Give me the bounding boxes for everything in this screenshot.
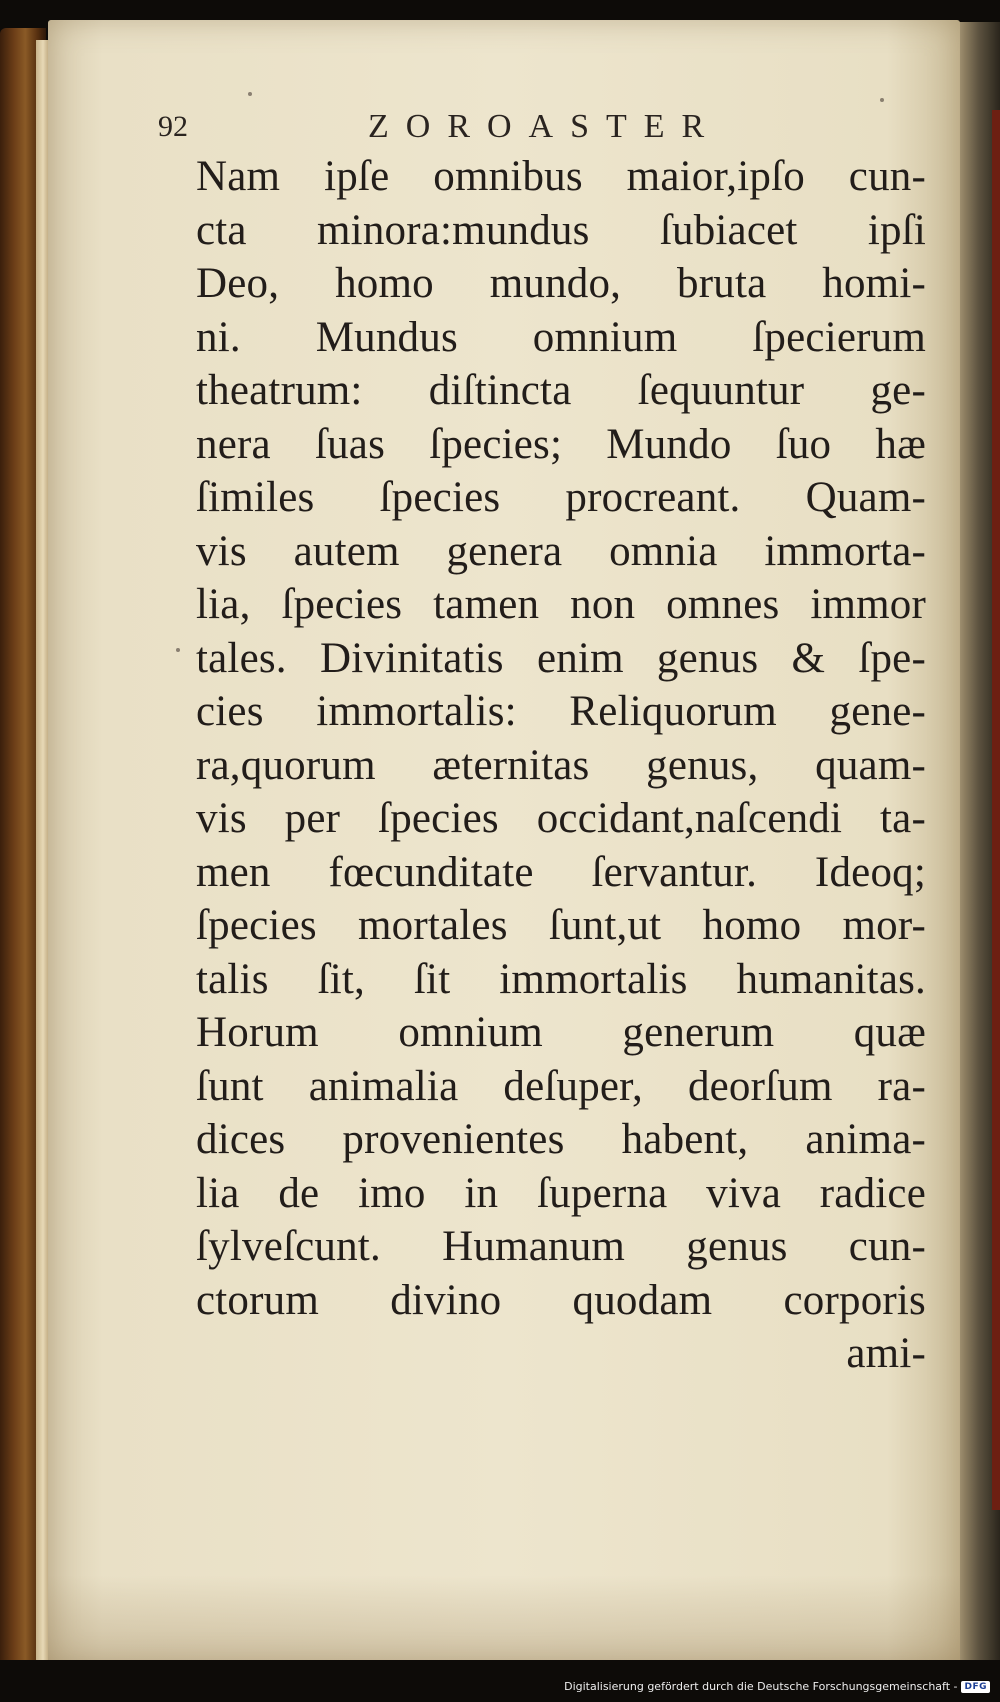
text-line: tales. Divinitatis enim genus & ſpe- [196, 634, 926, 682]
page-shadow [48, 1575, 960, 1665]
digitization-credit [564, 1680, 990, 1693]
ink-speck [176, 648, 180, 652]
text-line: ſylveſcunt. Humanum genus cun- [196, 1223, 926, 1270]
text-line: Horum omnium generum quæ [196, 1009, 926, 1056]
catchword: ami- [846, 1330, 926, 1377]
ink-speck [880, 98, 884, 102]
text-line: cta minora:mundus ſubiacet ipſi [196, 206, 926, 254]
text-line: talis ſit, ſit immortalis humanitas. [196, 955, 926, 1003]
credit-text: Digitalisierung gefördert durch die Deutsche Forschungsgemeinschaft - [564, 1680, 958, 1693]
text-line: vis per ſpecies occidant,naſcendi ta- [196, 795, 926, 842]
page-number: 92 [158, 110, 188, 143]
text-line: lia, ſpecies tamen non omnes immor [196, 581, 926, 628]
text-line: cies immortalis: Reliquorum gene- [196, 688, 926, 735]
text-line: vis autem genera omnia immorta- [196, 527, 926, 575]
text-line: ſimiles ſpecies procreant. Quam- [196, 474, 926, 521]
text-line: Nam ipſe omnibus maior,ipſo cun- [196, 153, 926, 200]
text-line: ni. Mundus omnium ſpecierum [196, 313, 926, 361]
ink-speck [248, 92, 252, 96]
body-text [196, 150, 926, 1381]
text-line: ſpecies mortales ſunt,ut homo mor- [196, 902, 926, 949]
text-line: men fœcunditate ſervantur. Ideoq; [196, 848, 926, 896]
fore-edge-bookmark [992, 110, 1000, 1510]
text-line: lia de imo in ſuperna viva radice [196, 1169, 926, 1217]
text-line: theatrum: diſtincta ſequuntur ge- [196, 367, 926, 414]
text-line: dices provenientes habent, anima- [196, 1116, 926, 1163]
text-line: Deo, homo mundo, bruta homi- [196, 260, 926, 307]
text-line: ctorum divino quodam corporis [196, 1276, 926, 1324]
dfg-logo: DFG [961, 1681, 990, 1693]
text-line: nera ſuas ſpecies; Mundo ſuo hæ [196, 420, 926, 468]
text-line: ſunt animalia deſuper, deorſum ra- [196, 1062, 926, 1110]
running-title: ZOROASTER [368, 108, 722, 145]
text-line: ra,quorum æternitas genus, quam- [196, 741, 926, 789]
